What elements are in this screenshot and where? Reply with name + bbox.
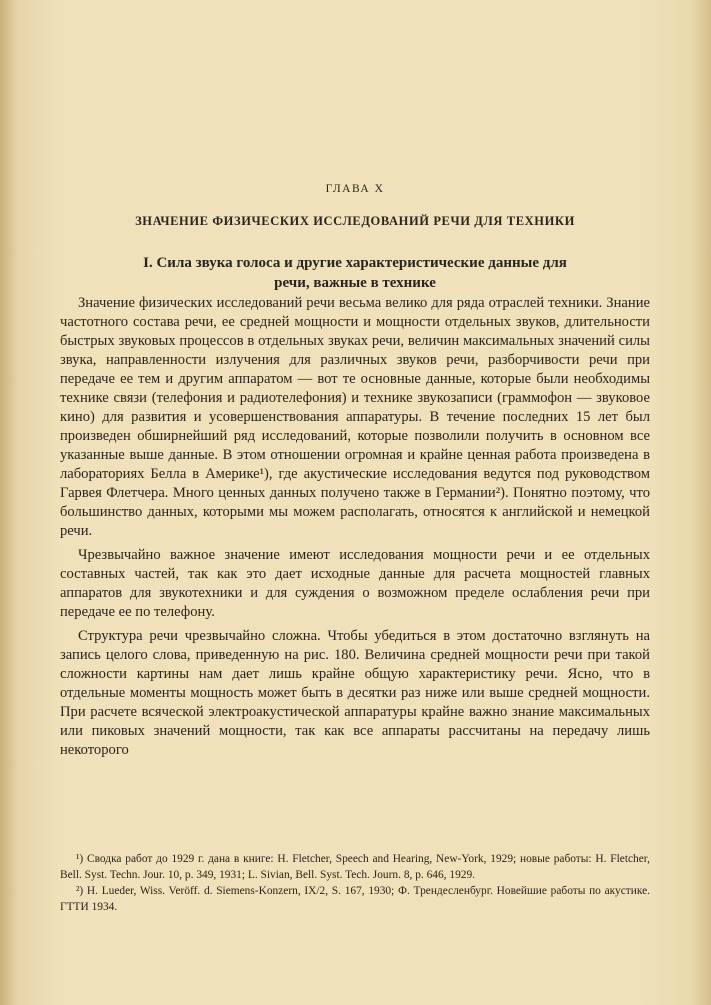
- body-text: [60, 294, 650, 765]
- paragraph-2: Чрезвычайно важное значение имеют исследования мощности речи и ее отдельных составных частей, так как это дает исходные данные для расчета мощностей главных аппаратов для звукотехники и для суждения о возможном пределе ослабления речи при передаче ее по телефону.: [60, 547, 650, 620]
- section-heading-line-2: речи, важные в технике: [274, 275, 436, 291]
- section-heading: [60, 253, 650, 293]
- chapter-heading: ГЛАВА X: [325, 183, 385, 195]
- section-heading-line-1: I. Сила звука голоса и другие характеристические данные для: [143, 255, 567, 271]
- paragraph-3: Структура речи чрезвычайно сложна. Чтобы убедиться в этом достаточно взглянуть на запись целого слова, приведенную на рис. 180. Величина средней мощности речи при такой сложности картины нам дает лишь крайне общую характеристику речи. Ясно, что в отдельные моменты мощность может быть в десятки раз ниже или выше средней мощности. При расчете всяческой электроакустической аппаратуры крайне важно знание максимальных или пиковых значений мощности, так как все аппараты рассчитаны на передачу лишь некоторого: [60, 628, 650, 758]
- chapter-title: ЗНАЧЕНИЕ ФИЗИЧЕСКИХ ИССЛЕДОВАНИЙ РЕЧИ ДЛЯ ТЕХНИКИ: [135, 214, 575, 228]
- footnote-2: ²) H. Lueder, Wiss. Veröff. d. Siemens-Konzern, IX/2, S. 167, 1930; Ф. Трендесленбург. Новейшие работы по акустике. ГТТИ 1934.: [60, 885, 650, 913]
- paragraph-1: Значение физических исследований речи весьма велико для ряда отраслей техники. Знание частотного состава речи, ее средней мощности и мощности отдельных звуков, длительности быстрых звуковых процессов в отдельных звуках речи, величин максимальных значений силы звука, направленности излучения для различных звуков речи, разборчивости речи при передаче ее тем и другим аппаратом — вот те основные данные, которые были необходимы технике связи (телефония и радиотелефония) и технике звукозаписи (граммофон — звуковое кино) для развития и усовершенствования аппаратуры. В течение последних 15 лет был произведен обширнейший ряд исследований, которые позволили получить в основном все указанные выше данные. В этом отношении огромная и крайне ценная работа произведена в лабораториях Белла в Америке¹), где акустические исследования ведутся под руководством Гарвея Флетчера. Много ценных данных получено также в Германии²). Понятно поэтому, что большинство данных, которыми мы можем располагать, относятся к английской и немецкой речи.: [60, 295, 650, 539]
- footnote-1: ¹) Сводка работ до 1929 г. дана в книге: H. Fletcher, Speech and Hearing, New-York, 1929; новые работы: H. Fletcher, Bell. Syst. Techn. Jour. 10, p. 349, 1931; L. Sivian, Bell. Syst. Tech. Journ. 8, p. 646, 1929.: [60, 853, 650, 881]
- footnotes: [60, 852, 650, 916]
